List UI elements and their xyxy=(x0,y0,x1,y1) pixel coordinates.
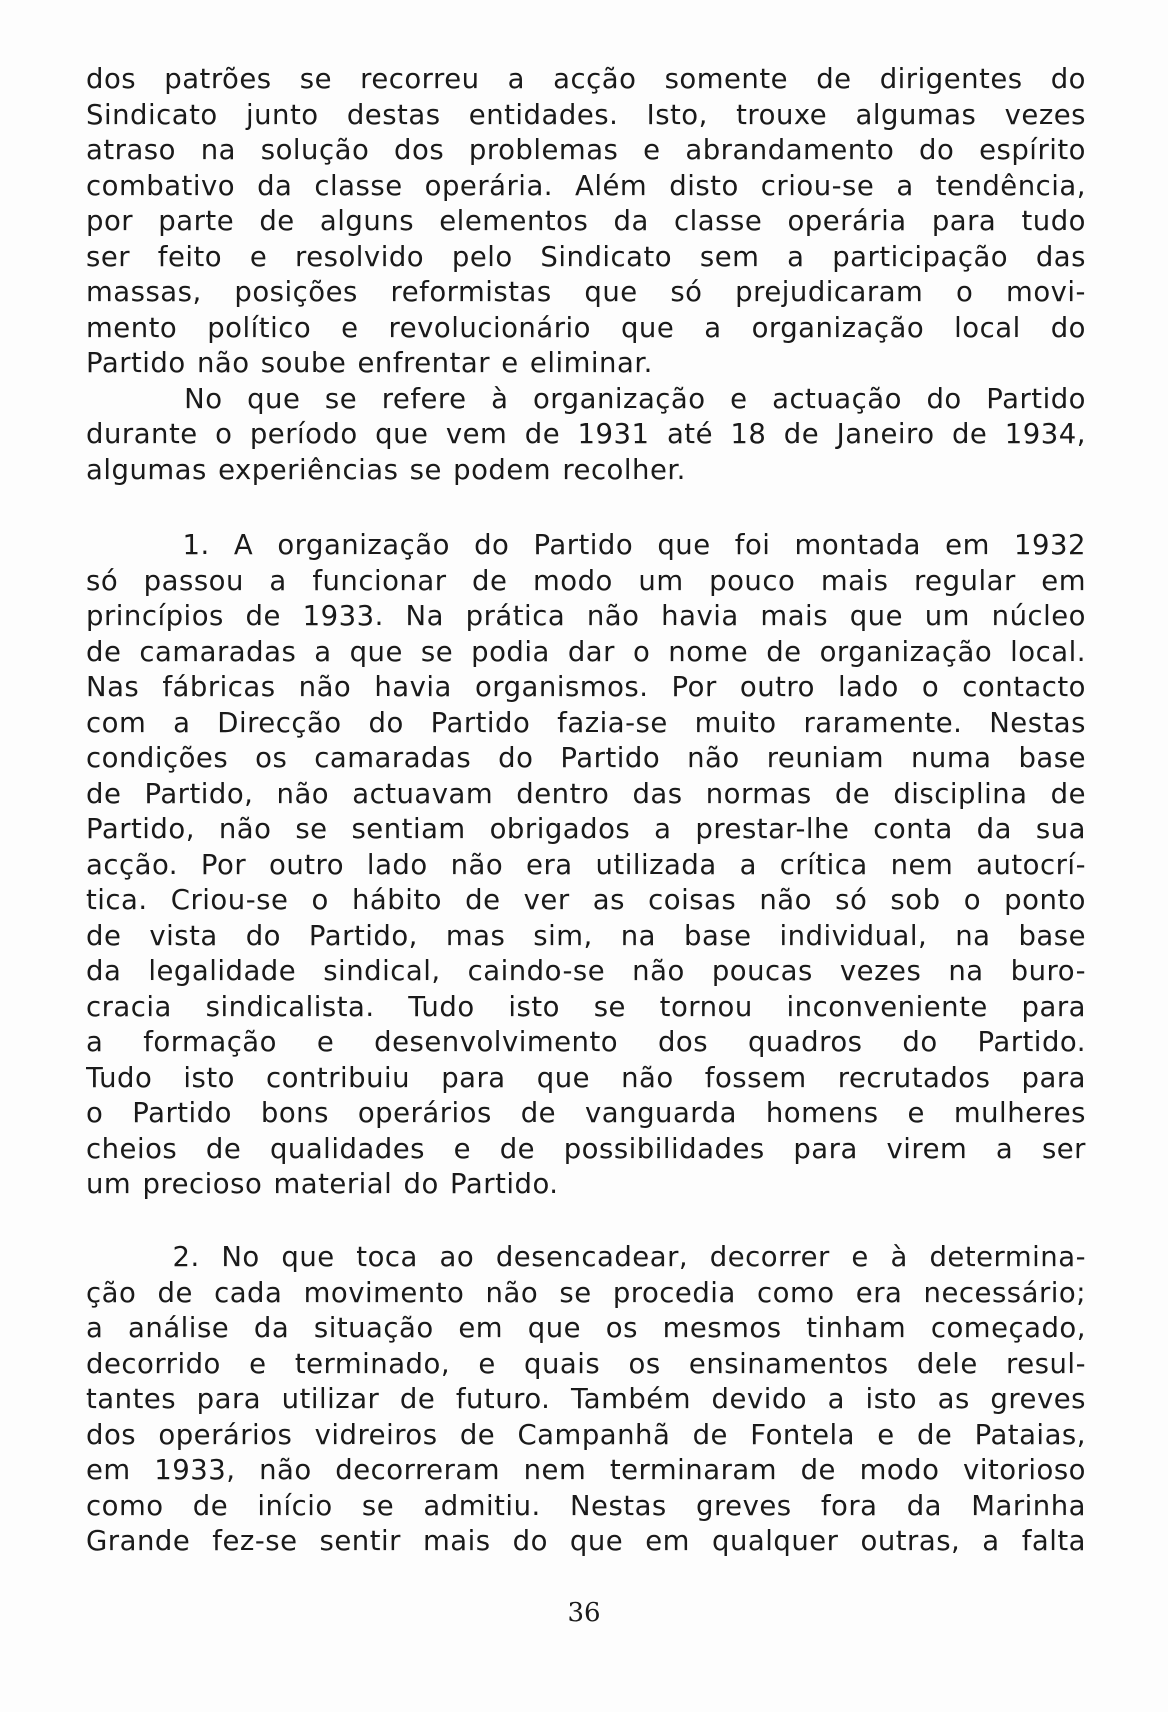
text-line: dos patrões se recorreu a acção somente de dirigentes do xyxy=(86,63,1086,95)
text-line: atraso na solução dos problemas e abrandamento do espírito xyxy=(86,134,1086,166)
text-line: um precioso material do Partido. xyxy=(86,1168,559,1200)
text-line: ção de cada movimento não se procedia como era necessário; xyxy=(86,1276,1086,1309)
text-line: por parte de alguns elementos da classe operária para tudo xyxy=(86,205,1086,237)
text-line: Tudo isto contribuiu para que não fossem recrutados para xyxy=(86,1061,1086,1094)
text-line: em 1933, não decorreram nem terminaram de modo vitorioso xyxy=(86,1454,1086,1486)
text-line: ser feito e resolvido pelo Sindicato sem a participação das xyxy=(86,240,1086,273)
text-line: com a Direcção do Partido fazia-se muito raramente. Nestas xyxy=(86,706,1086,739)
text-line: Nas fábricas não havia organismos. Por outro lado o contacto xyxy=(86,671,1086,703)
text-line: princípios de 1933. Na prática não havia mais que um núcleo xyxy=(86,600,1086,632)
text-line: Sindicato junto destas entidades. Isto, trouxe algumas vezes xyxy=(86,98,1086,131)
text-line: Partido, não se sentiam obrigados a prestar-lhe conta da sua xyxy=(86,813,1086,845)
text-line: 1. A organização do Partido que foi montada em 1932 xyxy=(86,529,1086,561)
text-line: Grande fez-se sentir mais do que em qualquer outras, a falta xyxy=(86,1525,1086,1557)
text-line: tica. Criou-se o hábito de ver as coisas não só sob o ponto xyxy=(86,884,1086,916)
text-line: como de início se admitiu. Nestas greves fora da Marinha xyxy=(86,1489,1086,1522)
text-line: a formação e desenvolvimento dos quadros do Partido. xyxy=(86,1026,1086,1058)
text-line: cheios de qualidades e de possibilidades para virem a ser xyxy=(86,1132,1086,1165)
paragraph-block-2 xyxy=(86,528,1086,1203)
text-line: a análise da situação em que os mesmos tinham começado, xyxy=(86,1312,1086,1344)
text-line: condições os camaradas do Partido não reuniam numa base xyxy=(86,742,1086,774)
text-line: Partido não soube enfrentar e eliminar. xyxy=(86,347,653,379)
text-line: só passou a funcionar de modo um pouco mais regular em xyxy=(86,564,1086,597)
text-line: cracia sindicalista. Tudo isto se tornou inconveniente para xyxy=(86,990,1086,1023)
text-line: acção. Por outro lado não era utilizada a crítica nem autocrí- xyxy=(86,848,1086,881)
text-line: o Partido bons operários de vanguarda homens e mulheres xyxy=(86,1097,1086,1129)
paragraph-block-3 xyxy=(86,1240,1086,1560)
text-line: durante o período que vem de 1931 até 18 de Janeiro de 1934, xyxy=(86,418,1086,450)
page-number: 36 xyxy=(567,1598,601,1628)
text-line: da legalidade sindical, caindo-se não poucas vezes na buro- xyxy=(86,955,1086,987)
text-line: de camaradas a que se podia dar o nome de organização local. xyxy=(86,635,1086,668)
text-line: decorrido e terminado, e quais os ensinamentos dele resul- xyxy=(86,1347,1086,1380)
paragraph-block-1 xyxy=(86,62,1086,488)
text-line: No que se refere à organização e actuação do Partido xyxy=(86,382,1086,415)
text-line: de vista do Partido, mas sim, na base individual, na base xyxy=(86,919,1086,952)
text-line: tantes para utilizar de futuro. Também devido a isto as greves xyxy=(86,1383,1086,1415)
text-line: massas, posições reformistas que só prejudicaram o movi- xyxy=(86,276,1086,308)
text-line: algumas experiências se podem recolher. xyxy=(86,453,686,486)
text-line: mento político e revolucionário que a organização local do xyxy=(86,311,1086,344)
text-line: dos operários vidreiros de Campanhã de Fontela e de Pataias, xyxy=(86,1418,1086,1451)
text-line: combativo da classe operária. Além disto criou-se a tendência, xyxy=(86,169,1086,202)
text-line: de Partido, não actuavam dentro das normas de disciplina de xyxy=(86,777,1086,810)
text-line: 2. No que toca ao desencadear, decorrer e à determina- xyxy=(86,1241,1086,1273)
